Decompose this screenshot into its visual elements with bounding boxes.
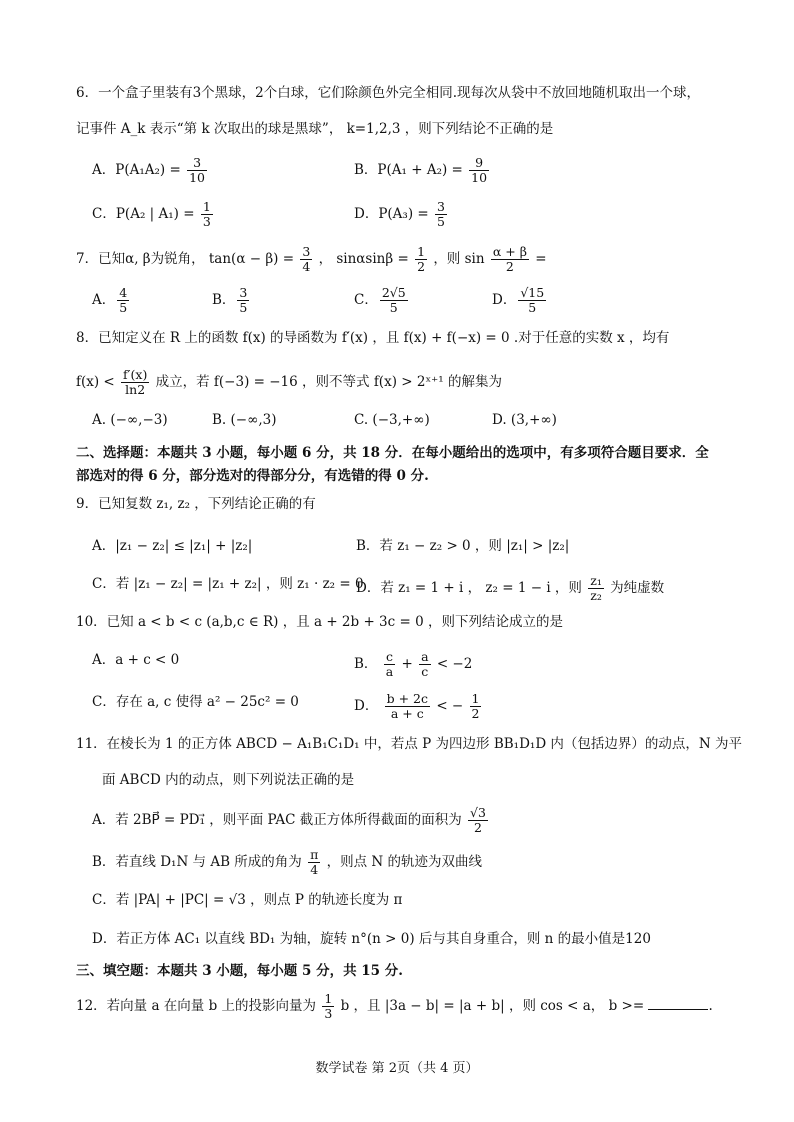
q6-b-fraction: $\frac{9}{10}$ xyxy=(471,155,488,185)
q11-stem-line1: 11．在棱长为 1 的正方体 ABCD − A₁B₁C₁D₁ 中，若点 P 为四边形 BB₁D₁D 内（包括边界）的动点，N 为平 xyxy=(76,736,743,752)
q7-option-a[interactable]: A． $\frac{4}{5}$ xyxy=(92,285,128,315)
q11-option-c[interactable]: C．若 |PA| + |PC| = √3 ，则点 P 的轨迹长度为 π xyxy=(92,892,403,908)
q8-option-c[interactable]: C. (−3,+∞) xyxy=(354,412,430,428)
q8-option-d[interactable]: D. (3,+∞) xyxy=(492,412,557,428)
q11-stem-line2: 面 ABCD 内的动点，则下列说法正确的是 xyxy=(102,772,355,788)
q12-answer-blank[interactable] xyxy=(648,995,708,1010)
q11-option-d[interactable]: D．若正方体 AC₁ 以直线 BD₁ 为轴，旋转 n°(n > 0) 后与其自身重合，则 n 的最小值是120 xyxy=(92,931,651,947)
q9-option-c[interactable]: C．若 |z₁ − z₂| = |z₁ + z₂| ，则 z₁ · z₂ = 0 xyxy=(92,576,364,592)
section-3-heading: 三、填空题：本题共 3 小题，每小题 5 分，共 15 分. xyxy=(76,963,403,979)
q12-stem: 12．若向量 a 在向量 b 上的投影向量为 $\frac{1}{3}$ b ，且 |3a − b| = |a + b| ，则 cos < a， b >= . xyxy=(76,991,713,1021)
q8-option-a[interactable]: A. (−∞,−3) xyxy=(92,412,168,428)
q6-d-fraction: $\frac{3}{5}$ xyxy=(437,199,445,229)
q7-option-c[interactable]: C． $\frac{2√5}{5}$ xyxy=(354,285,406,315)
q7-option-b[interactable]: B． $\frac{3}{5}$ xyxy=(212,285,248,315)
q6-stem-line2: 记事件 A_k 表示“第 k 次取出的球是黑球”， k=1,2,3 ，则下列结论不正确的是 xyxy=(76,121,554,137)
q10-option-b[interactable]: B． $\frac{c}{a}$ + $\frac{a}{c}$ < −2 xyxy=(354,649,473,679)
q6-stem-line1: 6．一个盒子里装有3个黑球，2个白球，它们除颜色外完全相同.现每次从袋中不放回地随机取出一个球， xyxy=(76,85,701,101)
page-footer: 数学试卷 第 2页（共 4 页） xyxy=(315,1061,479,1076)
q7-frac-2: $\frac{1}{2}$ xyxy=(417,244,426,274)
q6-option-c[interactable]: C．P(A₂ | A₁) = $\frac{1}{3}$ xyxy=(92,199,211,229)
q6-option-a[interactable]: A．P(A₁A₂) = $\frac{3}{10}$ xyxy=(92,155,205,185)
q8-stem-line1: 8．已知定义在 R 上的函数 f(x) 的导函数为 f′(x) ，且 f(x) + f(−x) = 0 .对于任意的实数 x ，均有 xyxy=(76,330,670,346)
q11-b-fraction: $\frac{\pi}{4}$ xyxy=(310,847,319,877)
q9-stem: 9．已知复数 z₁, z₂ ，下列结论正确的有 xyxy=(76,496,316,512)
q10-option-d[interactable]: D． $\frac{b + 2c}{a + c}$ < − $\frac{1}{2}$ xyxy=(354,691,480,721)
q9-option-d[interactable]: D．若 z₁ = 1 + i ， z₂ = 1 − i ，则 $\frac{\text{z₁}}{\text{z₂}}$ 为纯虚数 xyxy=(356,573,665,603)
q10-option-a[interactable]: A．a + c < 0 xyxy=(92,652,180,668)
q7-frac-3: $\frac{\alpha + \beta}{2}$ xyxy=(492,244,527,274)
section-2-heading-line1: 二、选择题：本题共 3 小题，每小题 6 分，共 18 分．在每小题给出的选项中，有多项符合题目要求．全 xyxy=(76,445,709,461)
q6-a-fraction: $\frac{3}{10}$ xyxy=(189,155,205,185)
q9-option-a[interactable]: A．|z₁ − z₂| ≤ |z₁| + |z₂| xyxy=(92,538,253,554)
q7-frac-1: $\frac{3}{4}$ xyxy=(302,244,311,274)
q10-option-c[interactable]: C．存在 a, c 使得 a² − 25c² = 0 xyxy=(92,694,299,710)
q7-option-d[interactable]: D． $\frac{√15}{5}$ xyxy=(492,285,545,315)
q8-stem-line2: f(x) < $\frac{f'(x)}{\ln 2}$ 成立，若 f(−3) = −16 ，则不等式 f(x) > 2ˣ⁺¹ 的解集为 xyxy=(76,367,502,397)
q6-option-d[interactable]: D．P(A₃) = $\frac{3}{5}$ xyxy=(354,199,445,229)
q10-stem: 10．已知 a < b < c (a,b,c ∈ R) ，且 a + 2b + 3c = 0 ，则下列结论成立的是 xyxy=(76,614,563,630)
q11-option-b[interactable]: B．若直线 D₁N 与 AB 所成的角为 $\frac{\pi}{4}$ ，则点 N 的轨迹为双曲线 xyxy=(92,847,483,877)
q12-frac: $\frac{1}{3}$ xyxy=(324,991,333,1021)
q6-c-fraction: $\frac{1}{3}$ xyxy=(202,199,211,229)
q8-option-b[interactable]: B. (−∞,3) xyxy=(212,412,277,428)
q9-d-fraction: $\frac{\text{z₁}}{\text{z₂}}$ xyxy=(590,573,602,603)
section-2-heading-line2: 部选对的得 6 分，部分选对的得部分分，有选错的得 0 分. xyxy=(76,468,429,484)
q6-option-b[interactable]: B．P(A₁ + A₂) = $\frac{9}{10}$ xyxy=(354,155,488,185)
q8-frac: $\frac{f'(x)}{\ln 2}$ xyxy=(123,367,148,397)
q11-option-a[interactable]: A．若 2BP⃗ = PD₁⃗ ，则平面 PAC 截正方体所得截面的面积为 $\frac{√3}{2}$ xyxy=(92,805,486,835)
q9-option-b[interactable]: B．若 z₁ − z₂ > 0 ，则 |z₁| > |z₂| xyxy=(356,538,570,554)
q11-a-fraction: $\frac{√3}{2}$ xyxy=(470,805,486,835)
q7-stem: 7．已知α, β为锐角， tan(α − β) = $\frac{3}{4}$ ， sinαsinβ = $\frac{1}{2}$ ，则 sin $\frac{\alpha + \beta}{2}$ = xyxy=(76,244,547,274)
